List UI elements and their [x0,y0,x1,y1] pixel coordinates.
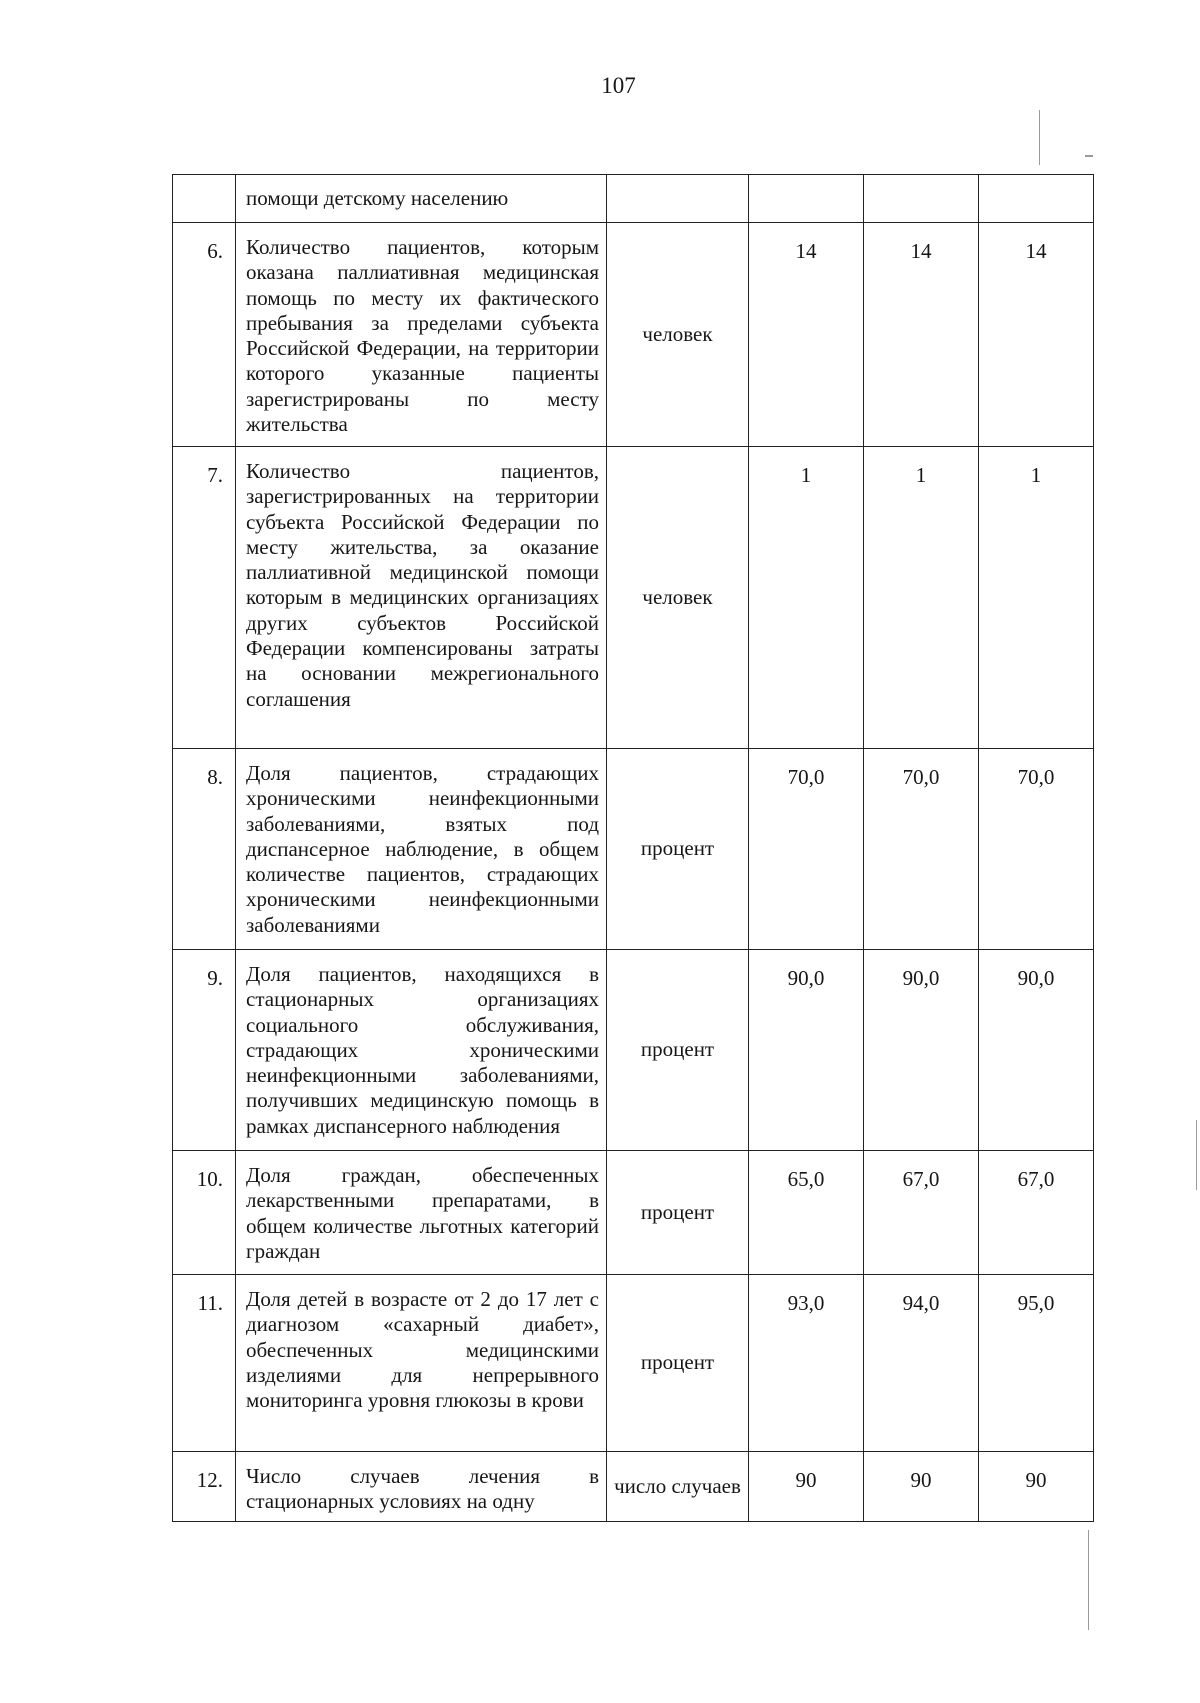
value-cell: 95,0 [979,1275,1094,1452]
table-row [173,1275,1094,1452]
value-cell [979,175,1094,223]
value-cell: 70,0 [749,749,864,950]
value-cell: 65,0 [749,1151,864,1275]
indicator-name: помощи детскому населению [236,175,607,223]
row-number: 12. [173,1452,236,1522]
indicator-name: Количество пациентов, которым оказана паллиативная медицинская помощь по месту их фактического пребывания за пределами субъекта Российской Федерации, на территории которого указанные пациенты зарегистрированы по месту жительства [236,223,607,447]
table-row [173,175,1094,223]
unit-cell: процент [607,950,749,1151]
value-cell: 67,0 [864,1151,979,1275]
row-number: 10. [173,1151,236,1275]
row-number: 9. [173,950,236,1151]
table-row [173,749,1094,950]
unit-cell: процент [607,749,749,950]
indicator-name: Количество пациентов, зарегистрированных на территории субъекта Российской Федерации по месту жительства, за оказание паллиативной медицинской помощи которым в медицинских организациях других субъектов Российской Федерации компенсированы затраты на основании межрегионального соглашения [236,447,607,749]
indicator-name: Доля пациентов, страдающих хроническими неинфекционными заболеваниями, взятых под диспансерное наблюдение, в общем количестве пациентов, страдающих хроническими неинфекционными заболеваниями [236,749,607,950]
value-cell: 90,0 [749,950,864,1151]
row-number: 6. [173,223,236,447]
table-row [173,1151,1094,1275]
value-cell: 1 [864,447,979,749]
value-cell: 94,0 [864,1275,979,1452]
unit-cell [607,175,749,223]
value-cell [864,175,979,223]
value-cell: 14 [749,223,864,447]
table-row [173,223,1094,447]
indicator-name: Число случаев лечения в стационарных условиях на одну [236,1452,607,1522]
value-cell: 67,0 [979,1151,1094,1275]
scan-mark [1088,1530,1089,1630]
value-cell [749,175,864,223]
value-cell: 90,0 [864,950,979,1151]
table-row [173,950,1094,1151]
unit-cell: процент [607,1275,749,1452]
unit-cell: число случаев [607,1452,749,1522]
unit-cell: человек [607,223,749,447]
scan-mark [1196,1120,1197,1190]
value-cell: 1 [749,447,864,749]
value-cell: 90 [864,1452,979,1522]
indicators-table [172,174,1094,1522]
scan-mark [1039,110,1040,165]
value-cell: 14 [864,223,979,447]
row-number: 8. [173,749,236,950]
value-cell: 1 [979,447,1094,749]
value-cell: 70,0 [979,749,1094,950]
value-cell: 93,0 [749,1275,864,1452]
row-number: 11. [173,1275,236,1452]
row-number: 7. [173,447,236,749]
unit-cell: процент [607,1151,749,1275]
row-number [173,175,236,223]
value-cell: 90 [749,1452,864,1522]
page-number: 107 [601,73,636,98]
indicator-name: Доля пациентов, находящихся в стационарных организациях социального обслуживания, страдающих хроническими неинфекционными заболеваниями, получивших медицинскую помощь в рамках диспансерного наблюдения [236,950,607,1151]
table-row [173,447,1094,749]
table-row [173,1452,1094,1522]
indicator-name: Доля детей в возрасте от 2 до 17 лет с диагнозом «сахарный диабет», обеспеченных медицинскими изделиями для непрерывного мониторинга уровня глюкозы в крови [236,1275,607,1452]
scan-mark [1085,155,1093,157]
value-cell: 90,0 [979,950,1094,1151]
unit-cell: человек [607,447,749,749]
indicator-name: Доля граждан, обеспеченных лекарственными препаратами, в общем количестве льготных категорий граждан [236,1151,607,1275]
value-cell: 70,0 [864,749,979,950]
value-cell: 90 [979,1452,1094,1522]
value-cell: 14 [979,223,1094,447]
